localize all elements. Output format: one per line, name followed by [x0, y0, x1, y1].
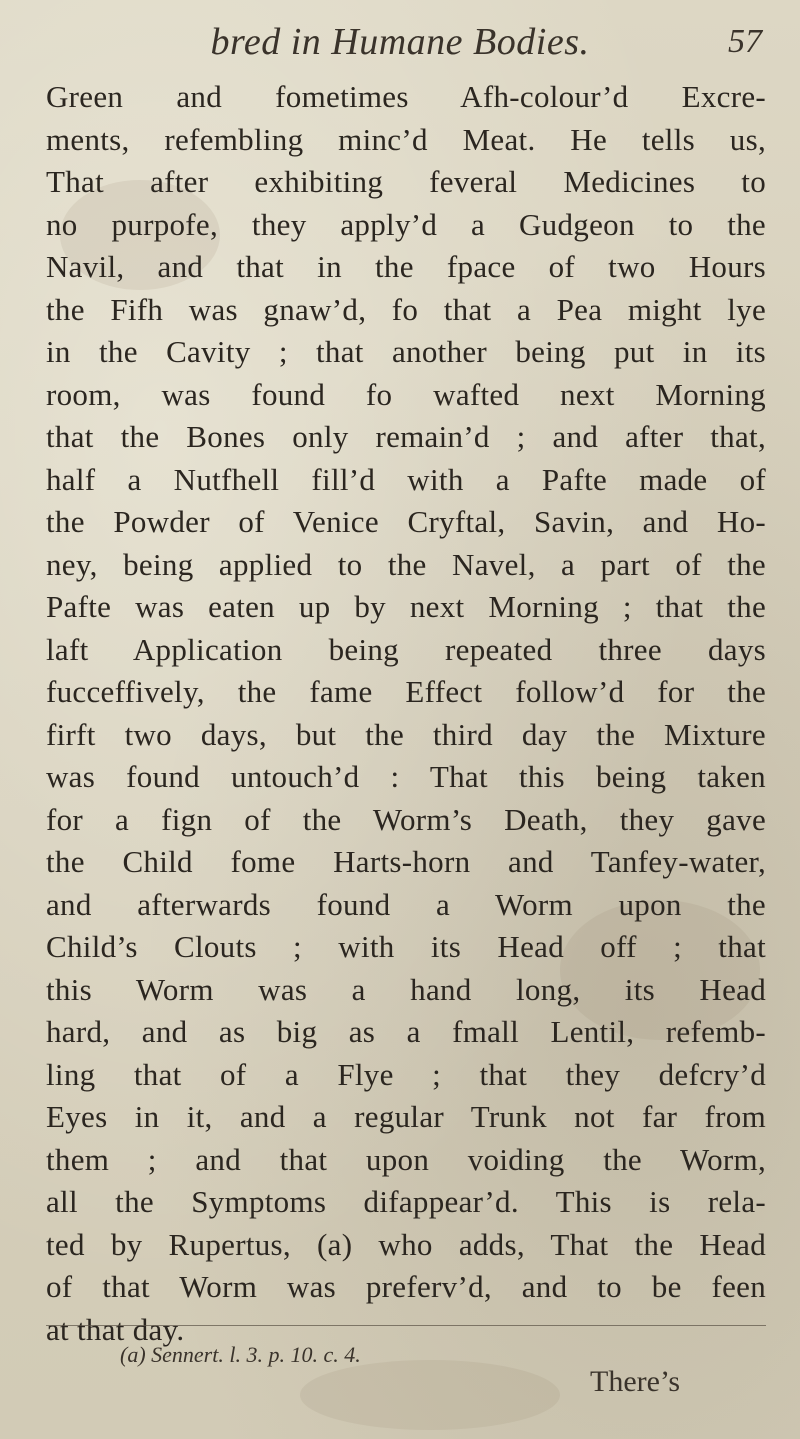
text-line: fucceffively, the fame Effect follow’d for the	[46, 674, 766, 709]
text-line: room, was found fo wafted next Morning	[46, 376, 766, 412]
footnote-rule	[46, 1325, 766, 1326]
paper-stain	[300, 1360, 560, 1430]
text-line: firft two days, but the third day the Mixture	[46, 716, 766, 752]
text-line: Green and fometimes Afh-colour’d Excre-	[46, 79, 766, 114]
running-head: bred in Humane Bodies.	[210, 21, 590, 63]
text-line: Eyes in it, and a regular Trunk not far from	[46, 1099, 766, 1134]
text-line: the Child fome Harts-horn and Tanfey-water,	[46, 844, 766, 879]
text-line: hard, and as big as a fmall Lentil, refemb-	[46, 1014, 766, 1049]
page-number: 57	[728, 23, 762, 60]
footnote: (a) Sennert. l. 3. p. 10. c. 4.	[120, 1342, 361, 1367]
text-line: and afterwards found a Worm upon the	[46, 886, 766, 922]
text-line: all the Symptoms difappear’d. This is rela-	[46, 1184, 766, 1219]
text-line: that the Bones only remain’d ; and after that,	[46, 419, 766, 454]
text-line: ling that of a Flye ; that they defcry’d	[46, 1056, 766, 1092]
page-header	[30, 14, 770, 70]
text-line: of that Worm was preferv’d, and to be feen	[46, 1269, 766, 1304]
text-line: for a fign of the Worm’s Death, they gave	[46, 801, 766, 837]
text-line: ments, refembling minc’d Meat. He tells us,	[46, 121, 766, 157]
text-line: half a Nutfhell fill’d with a Pafte made of	[46, 461, 766, 497]
text-line: Navil, and that in the fpace of two Hours	[46, 249, 766, 284]
text-line: laft Application being repeated three days	[46, 631, 766, 667]
text-line: this Worm was a hand long, its Head	[46, 971, 766, 1007]
text-line: the Powder of Venice Cryftal, Savin, and Ho-	[46, 504, 766, 539]
text-line: was found untouch’d : That this being taken	[46, 759, 766, 794]
text-line: Pafte was eaten up by next Morning ; that the	[46, 589, 766, 624]
body-text	[46, 76, 766, 1351]
text-line: the Fifh was gnaw’d, fo that a Pea might lye	[46, 291, 766, 327]
text-line: at that day.	[46, 1311, 185, 1347]
text-line: ted by Rupertus, (a) who adds, That the Head	[46, 1226, 766, 1262]
catchword: There’s	[590, 1365, 680, 1398]
text-line: no purpofe, they apply’d a Gudgeon to the	[46, 206, 766, 242]
text-line: in the Cavity ; that another being put in its	[46, 334, 766, 369]
text-line: them ; and that upon voiding the Worm,	[46, 1141, 766, 1177]
text-line: ney, being applied to the Navel, a part of the	[46, 546, 766, 582]
text-line: That after exhibiting feveral Medicines to	[46, 164, 766, 199]
text-line: Child’s Clouts ; with its Head off ; that	[46, 929, 766, 964]
